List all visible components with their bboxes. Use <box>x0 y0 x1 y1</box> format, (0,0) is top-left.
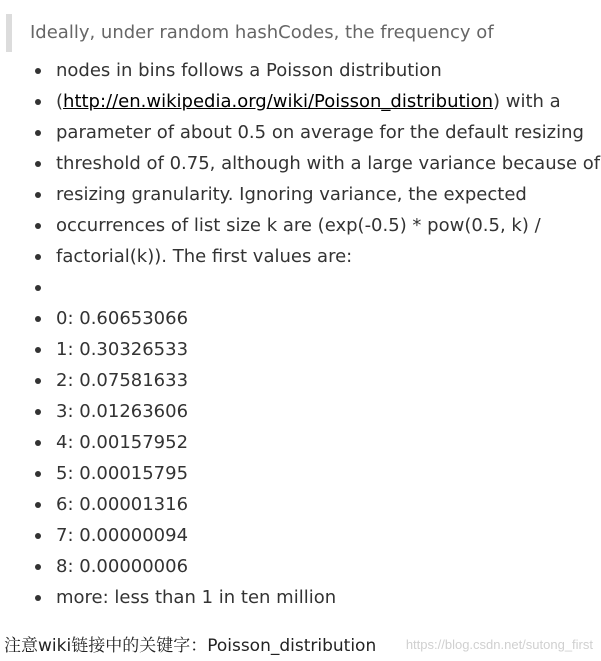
list-item <box>0 272 601 303</box>
list-item <box>0 210 601 241</box>
list-item-text: more: less than 1 in ten million <box>56 587 337 608</box>
bullet-dot <box>35 347 41 353</box>
list-item-text: 3: 0.01263606 <box>56 401 189 422</box>
list-item-text: 4: 0.00157952 <box>56 432 189 453</box>
quote-text: Ideally, under random hashCodes, the frequency of <box>30 22 494 43</box>
list-item-text <box>56 86 561 117</box>
list-item-text: occurrences of list size k are (exp(-0.5) * pow(0.5, k) / <box>56 215 541 236</box>
bullet-dot <box>35 471 41 477</box>
list-item <box>0 489 601 520</box>
list-item <box>0 86 601 117</box>
list-item <box>0 179 601 210</box>
list-item-text: 6: 0.00001316 <box>56 494 189 515</box>
bullet-dot <box>35 533 41 539</box>
watermark: https://blog.csdn.net/sutong_first <box>405 637 593 652</box>
bullet-dot <box>35 564 41 570</box>
bullet-list <box>0 55 601 613</box>
bullet-dot <box>35 316 41 322</box>
list-item <box>0 55 601 86</box>
blockquote <box>6 14 601 52</box>
list-item <box>0 365 601 396</box>
bullet-dot <box>35 440 41 446</box>
list-item <box>0 303 601 334</box>
list-item-text: resizing granularity. Ignoring variance, the expected <box>56 184 527 205</box>
footer-note: 注意wiki链接中的关键字：Poisson_distribution <box>4 636 377 656</box>
list-item <box>0 148 601 179</box>
bullet-dot <box>35 285 41 291</box>
bullet-dot <box>35 99 41 105</box>
link-suffix: ) with a <box>492 91 561 112</box>
list-item-text: 5: 0.00015795 <box>56 463 189 484</box>
list-item-text: factorial(k)). The first values are: <box>56 246 353 267</box>
bullet-dot <box>35 595 41 601</box>
list-item-text: parameter of about 0.5 on average for the default resizing <box>56 122 584 143</box>
list-item <box>0 241 601 272</box>
list-item <box>0 334 601 365</box>
link-prefix: ( <box>56 91 64 112</box>
list-item-text: 7: 0.00000094 <box>56 525 189 546</box>
list-item-text: nodes in bins follows a Poisson distribution <box>56 60 442 81</box>
list-item <box>0 458 601 489</box>
bullet-dot <box>35 254 41 260</box>
list-item <box>0 396 601 427</box>
wikipedia-link[interactable]: http://en.wikipedia.org/wiki/Poisson_distribution <box>63 91 493 112</box>
bullet-dot <box>35 130 41 136</box>
list-item-text: threshold of 0.75, although with a large variance because of <box>56 153 601 174</box>
list-item-text: 0: 0.60653066 <box>56 308 189 329</box>
list-item-text: 2: 0.07581633 <box>56 370 189 391</box>
list-item <box>0 551 601 582</box>
bullet-dot <box>35 223 41 229</box>
bullet-dot <box>35 192 41 198</box>
bullet-dot <box>35 68 41 74</box>
list-item-text: 8: 0.00000006 <box>56 556 189 577</box>
bullet-dot <box>35 161 41 167</box>
bullet-dot <box>35 409 41 415</box>
list-item-text: 1: 0.30326533 <box>56 339 189 360</box>
list-item <box>0 582 601 613</box>
bullet-dot <box>35 502 41 508</box>
bullet-dot <box>35 378 41 384</box>
list-item <box>0 117 601 148</box>
list-item <box>0 427 601 458</box>
list-item <box>0 520 601 551</box>
